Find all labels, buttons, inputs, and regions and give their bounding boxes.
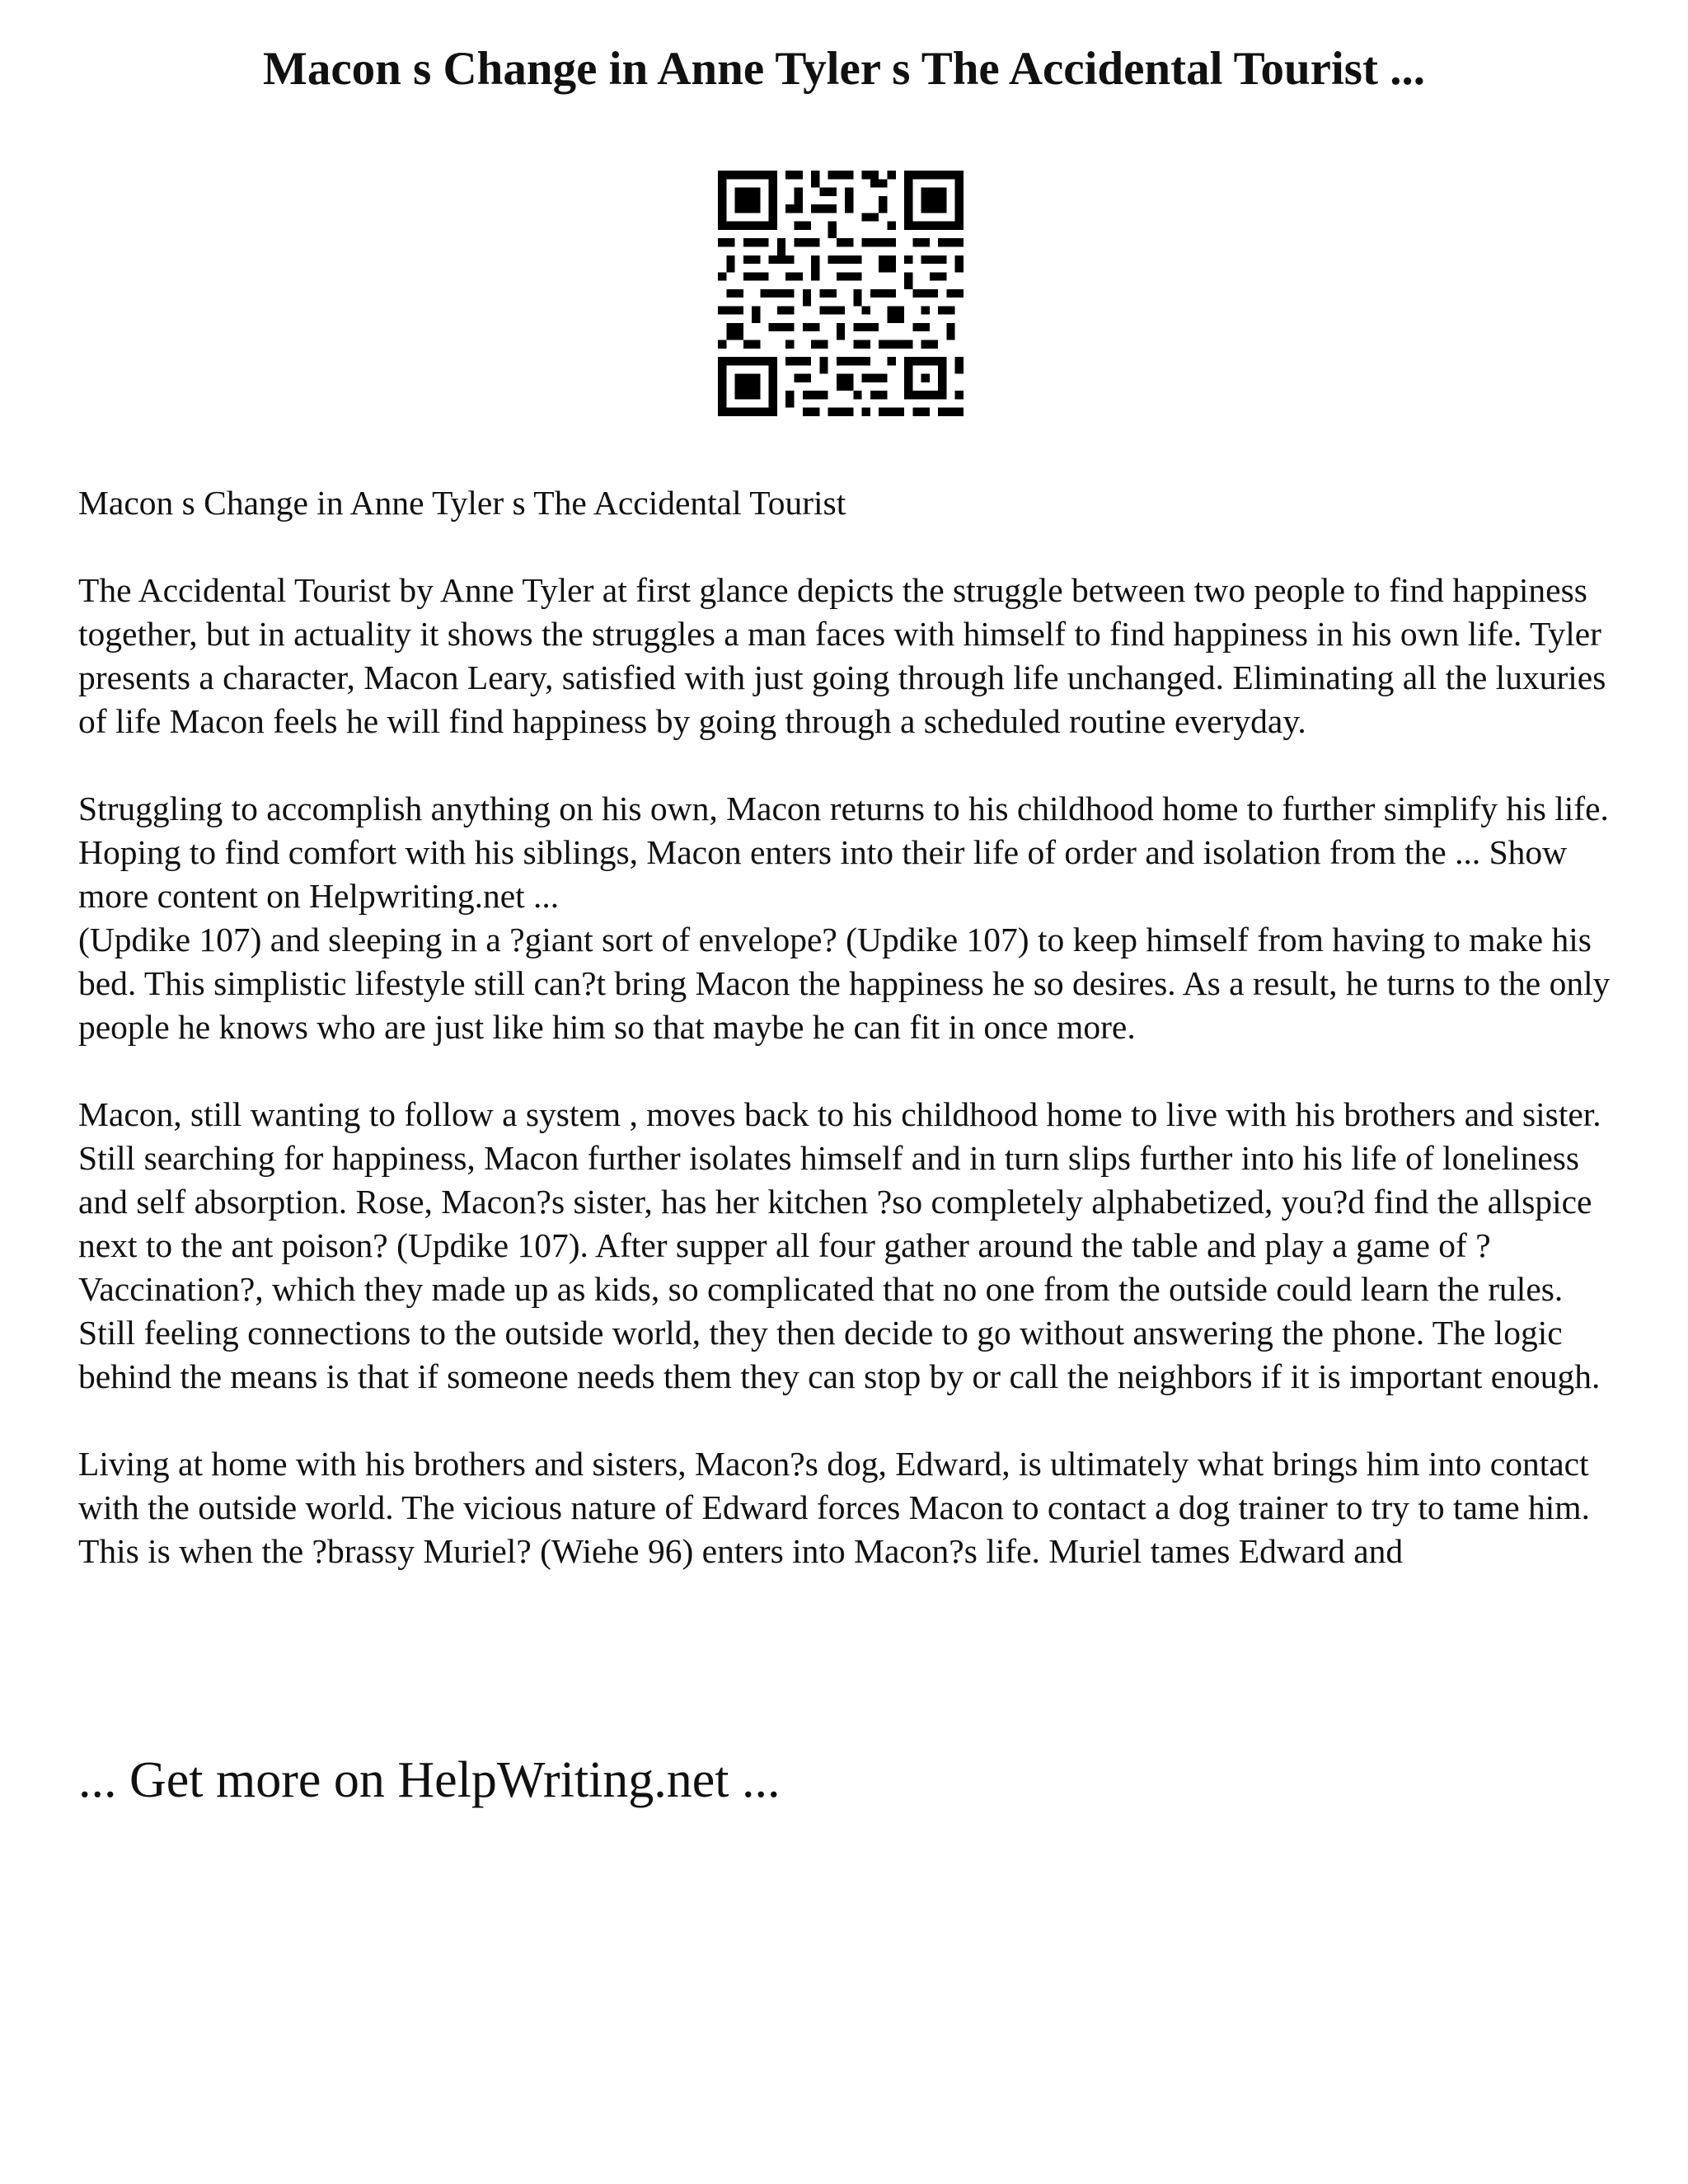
paragraph-3: (Updike 107) and sleeping in a ?giant sort of envelope? (Updike 107) to keep himself from having to make his bed. This simplistic lifestyle still can?t bring Macon the happiness he so desires. As a result, he turns to the only people he knows who are just like him so that maybe he can fit in once more.	[78, 921, 1611, 1046]
document-body	[78, 481, 1628, 1617]
paragraph-1: The Accidental Tourist by Anne Tyler at first glance depicts the struggle between two people to find happiness together, but in actuality it shows the struggles a man faces with himself to find happiness in his own life. Tyler presents a character, Macon Leary, satisfied with just going through life unchanged. Eliminating all the luxuries of life Macon feels he will find happiness by going through a scheduled routine everyday.	[78, 571, 1606, 740]
qr-code	[718, 171, 964, 416]
get-more-link[interactable]: ... Get more on HelpWriting.net ...	[78, 1752, 781, 1808]
paragraph-4: Macon, still wanting to follow a system , moves back to his childhood home to live with his brothers and sister. Still searching for happiness, Macon further isolates himself and in turn slips further into his life of loneliness and self absorption. Rose, Macon?s sister, has her kitchen ?so completely alphabetized, you?d find the allspice next to the ant poison? (Updike 107). After supper all four gather around the table and play a game of ?Vaccination?, which they made up as kids, so complicated that no one from the outside could learn the rules. Still feeling connections to the outside world, they then decide to go without answering the phone. The logic behind the means is that if someone needs them they can stop by or call the neighbors if it is important enough.	[78, 1095, 1601, 1395]
paragraph-2: Struggling to accomplish anything on his own, Macon returns to his childhood home to further simplify his life. Hoping to find comfort with his siblings, Macon enters into their life of order and isolation from the ... Show more content on Helpwriting.net ...	[78, 790, 1609, 915]
paragraph-5: Living at home with his brothers and sisters, Macon?s dog, Edward, is ultimately what brings him into contact with the outside world. The vicious nature of Edward forces Macon to contact a dog trainer to try to tame him. This is when the ?brassy Muriel? (Wiehe 96) enters into Macon?s life. Muriel tames Edward and	[78, 1445, 1590, 1570]
page-title: Macon s Change in Anne Tyler s The Accidental Tourist ...	[263, 43, 1425, 95]
qr-code-image	[718, 171, 964, 416]
document-subtitle: Macon s Change in Anne Tyler s The Accidental Tourist	[78, 484, 846, 522]
